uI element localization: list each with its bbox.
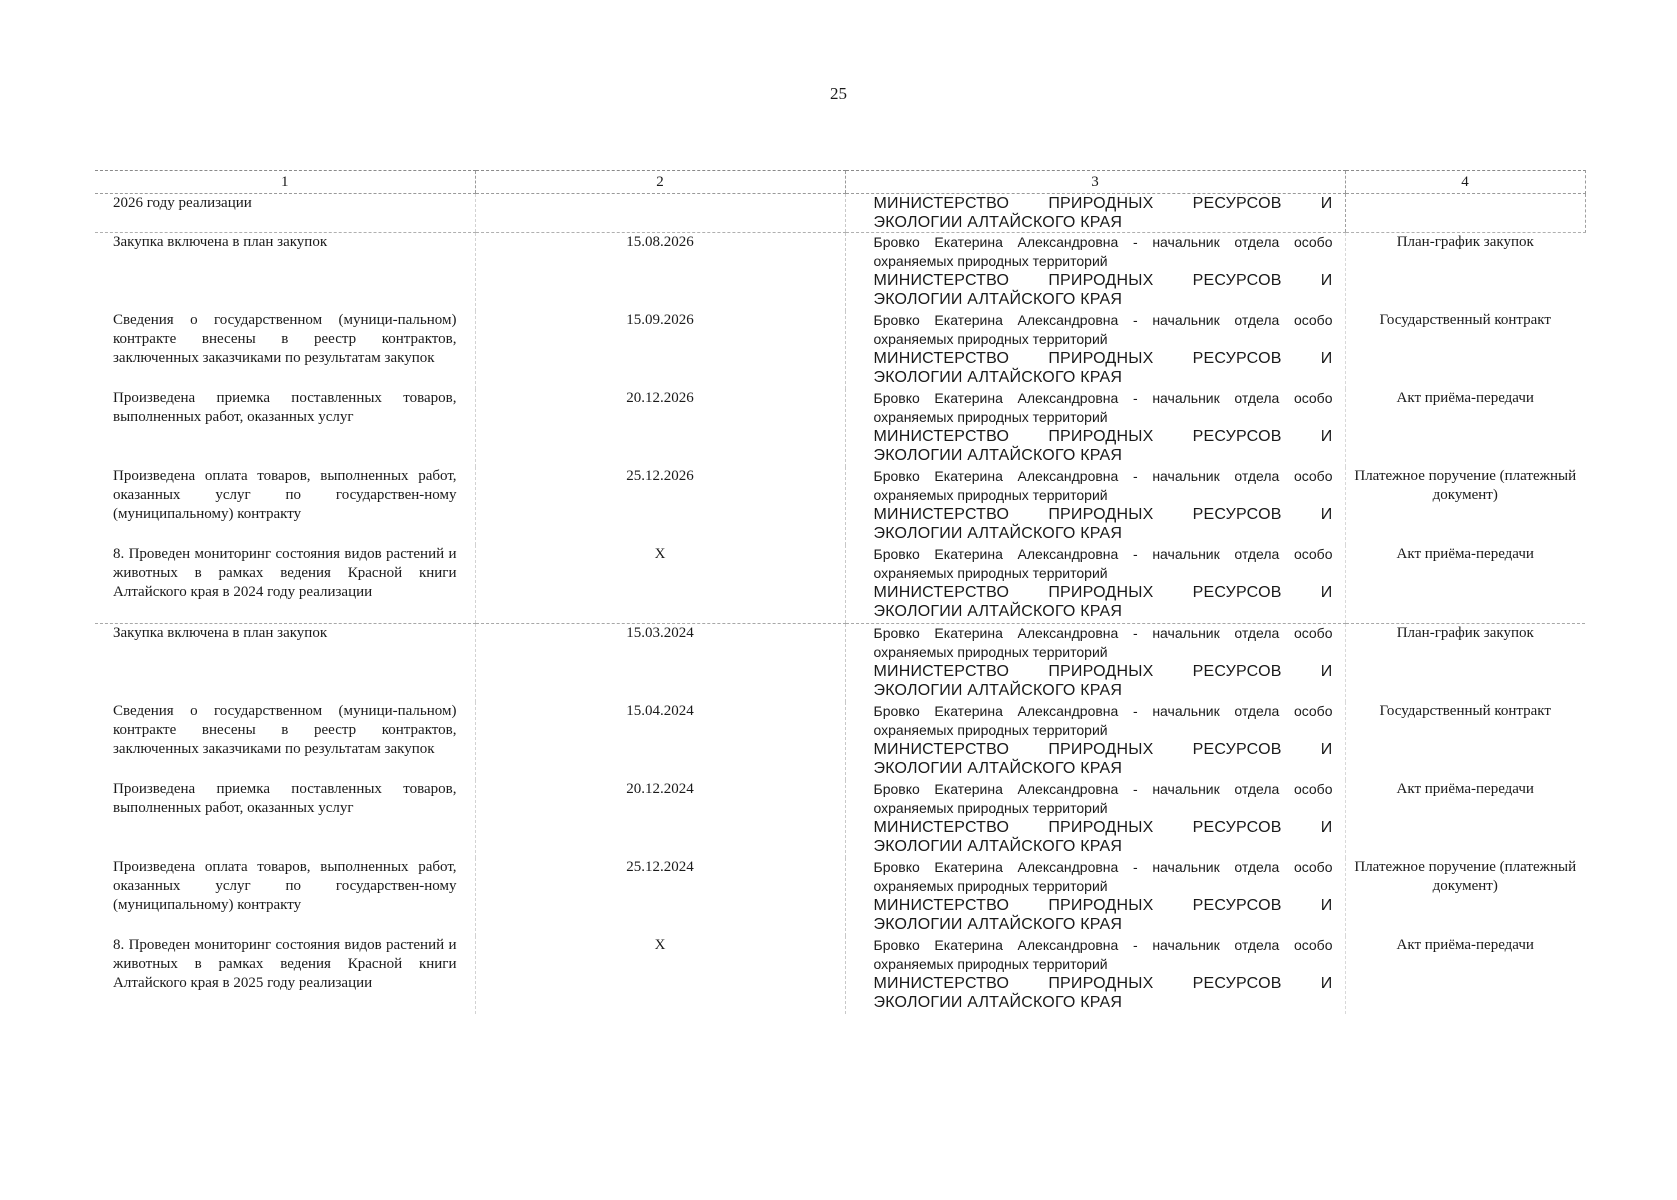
date-cell: 25.12.2026 xyxy=(475,467,845,545)
event-cell: Произведена оплата товаров, выполненных работ, оказанных услуг по государствен-ному (муниципальному) контракту xyxy=(113,468,457,522)
ministry-name: МИНИСТЕРСТВО ПРИРОДНЫХ РЕСУРСОВ И xyxy=(873,741,1333,758)
responsible-person: Бровко Екатерина Александровна - начальник отдела особо xyxy=(873,937,1333,953)
responsible-cell xyxy=(845,233,1345,312)
ministry-name-cont: ЭКОЛОГИИ АЛТАЙСКОГО КРАЯ xyxy=(873,994,1123,1011)
ministry-name: МИНИСТЕРСТВО ПРИРОДНЫХ РЕСУРСОВ И xyxy=(873,897,1333,914)
ministry-name-cont: ЭКОЛОГИИ АЛТАЙСКОГО КРАЯ xyxy=(873,682,1123,699)
ministry-name-cont: ЭКОЛОГИИ АЛТАЙСКОГО КРАЯ xyxy=(873,838,1123,855)
document-cell: План-график закупок xyxy=(1345,233,1585,312)
date-cell: X xyxy=(475,936,845,1014)
date-cell: 25.12.2024 xyxy=(475,858,845,936)
event-cell: Закупка включена в план закупок xyxy=(113,234,328,250)
plan-table xyxy=(95,170,1586,1014)
table-row xyxy=(95,311,1585,389)
responsible-person-cont: охраняемых природных территорий xyxy=(873,956,1108,972)
responsible-cell xyxy=(845,545,1345,624)
event-cell: Закупка включена в план закупок xyxy=(113,625,328,641)
ministry-name: МИНИСТЕРСТВО ПРИРОДНЫХ РЕСУРСОВ И xyxy=(873,506,1333,523)
table-row xyxy=(95,233,1585,312)
responsible-cell xyxy=(845,467,1345,545)
ministry-name: МИНИСТЕРСТВО ПРИРОДНЫХ РЕСУРСОВ И xyxy=(873,195,1333,212)
table-row xyxy=(95,936,1585,1014)
header-col-3: 3 xyxy=(845,171,1345,194)
responsible-cell xyxy=(845,194,1345,233)
responsible-cell xyxy=(845,780,1345,858)
ministry-name: МИНИСТЕРСТВО ПРИРОДНЫХ РЕСУРСОВ И xyxy=(873,428,1333,445)
header-col-1: 1 xyxy=(95,171,475,194)
responsible-person-cont: охраняемых природных территорий xyxy=(873,565,1108,581)
ministry-name-cont: ЭКОЛОГИИ АЛТАЙСКОГО КРАЯ xyxy=(873,369,1123,386)
date-cell: 15.03.2024 xyxy=(475,624,845,703)
responsible-person-cont: охраняемых природных территорий xyxy=(873,487,1108,503)
event-cell: 8. Проведен мониторинг состояния видов растений и животных в рамках ведения Красной книги Алтайского края в 2024 году реализации xyxy=(95,545,475,624)
table-row xyxy=(95,467,1585,545)
document-cell: Акт приёма-передачи xyxy=(1345,780,1585,858)
ministry-name-cont: ЭКОЛОГИИ АЛТАЙСКОГО КРАЯ xyxy=(873,603,1123,620)
table-row xyxy=(95,389,1585,467)
table-row xyxy=(95,702,1585,780)
ministry-name: МИНИСТЕРСТВО ПРИРОДНЫХ РЕСУРСОВ И xyxy=(873,663,1333,680)
table-row xyxy=(95,858,1585,936)
page-number: 25 xyxy=(830,84,847,103)
ministry-name: МИНИСТЕРСТВО ПРИРОДНЫХ РЕСУРСОВ И xyxy=(873,975,1333,992)
date-cell xyxy=(475,194,845,233)
date-cell: 20.12.2024 xyxy=(475,780,845,858)
event-cell: 2026 году реализации xyxy=(95,194,475,233)
document-cell: План-график закупок xyxy=(1345,624,1585,703)
document-cell: Акт приёма-передачи xyxy=(1345,389,1585,467)
document-cell xyxy=(1345,194,1585,233)
responsible-person: Бровко Екатерина Александровна - начальник отдела особо xyxy=(873,703,1333,719)
date-cell: 15.09.2026 xyxy=(475,311,845,389)
event-cell: Произведена оплата товаров, выполненных работ, оказанных услуг по государствен-ному (муниципальному) контракту xyxy=(113,859,457,913)
event-cell: Произведена приемка поставленных товаров, выполненных работ, оказанных услуг xyxy=(113,390,457,425)
responsible-person-cont: охраняемых природных территорий xyxy=(873,800,1108,816)
responsible-cell xyxy=(845,858,1345,936)
ministry-name: МИНИСТЕРСТВО ПРИРОДНЫХ РЕСУРСОВ И xyxy=(873,819,1333,836)
table-row xyxy=(95,624,1585,703)
responsible-person-cont: охраняемых природных территорий xyxy=(873,878,1108,894)
table-row xyxy=(95,545,1585,624)
responsible-cell xyxy=(845,389,1345,467)
responsible-cell xyxy=(845,624,1345,703)
event-cell: Сведения о государственном (муници-пальном) контракте внесены в реестр контрактов, заключенных заказчиками по результатам закупок xyxy=(113,703,457,757)
date-cell: 20.12.2026 xyxy=(475,389,845,467)
responsible-person-cont: охраняемых природных территорий xyxy=(873,644,1108,660)
document-cell: Государственный контракт xyxy=(1345,311,1585,389)
responsible-cell xyxy=(845,936,1345,1014)
responsible-person: Бровко Екатерина Александровна - начальник отдела особо xyxy=(873,390,1333,406)
date-cell: 15.04.2024 xyxy=(475,702,845,780)
document-cell: Платежное поручение (платежный документ) xyxy=(1345,858,1585,936)
table-row xyxy=(95,780,1585,858)
ministry-name-cont: ЭКОЛОГИИ АЛТАЙСКОГО КРАЯ xyxy=(873,447,1123,464)
responsible-person: Бровко Екатерина Александровна - начальник отдела особо xyxy=(873,234,1333,250)
responsible-person-cont: охраняемых природных территорий xyxy=(873,331,1108,347)
responsible-person: Бровко Екатерина Александровна - начальник отдела особо xyxy=(873,312,1333,328)
ministry-name-cont: ЭКОЛОГИИ АЛТАЙСКОГО КРАЯ xyxy=(873,291,1123,308)
document-cell: Платежное поручение (платежный документ) xyxy=(1345,467,1585,545)
document-cell: Акт приёма-передачи xyxy=(1345,936,1585,1014)
header-col-2: 2 xyxy=(475,171,845,194)
date-cell: X xyxy=(475,545,845,624)
responsible-person: Бровко Екатерина Александровна - начальник отдела особо xyxy=(873,781,1333,797)
responsible-person-cont: охраняемых природных территорий xyxy=(873,722,1108,738)
ministry-name-cont: ЭКОЛОГИИ АЛТАЙСКОГО КРАЯ xyxy=(873,214,1123,231)
ministry-name: МИНИСТЕРСТВО ПРИРОДНЫХ РЕСУРСОВ И xyxy=(873,350,1333,367)
event-cell: Произведена приемка поставленных товаров, выполненных работ, оказанных услуг xyxy=(113,781,457,816)
responsible-person: Бровко Екатерина Александровна - начальник отдела особо xyxy=(873,625,1333,641)
ministry-name-cont: ЭКОЛОГИИ АЛТАЙСКОГО КРАЯ xyxy=(873,760,1123,777)
ministry-name: МИНИСТЕРСТВО ПРИРОДНЫХ РЕСУРСОВ И xyxy=(873,584,1333,601)
responsible-person: Бровко Екатерина Александровна - начальник отдела особо xyxy=(873,859,1333,875)
responsible-cell xyxy=(845,702,1345,780)
responsible-person: Бровко Екатерина Александровна - начальник отдела особо xyxy=(873,546,1333,562)
responsible-person: Бровко Екатерина Александровна - начальник отдела особо xyxy=(873,468,1333,484)
event-cell: Сведения о государственном (муници-пальном) контракте внесены в реестр контрактов, заключенных заказчиками по результатам закупок xyxy=(113,312,457,366)
header-col-4: 4 xyxy=(1345,171,1585,194)
responsible-person-cont: охраняемых природных территорий xyxy=(873,253,1108,269)
responsible-cell xyxy=(845,311,1345,389)
responsible-person-cont: охраняемых природных территорий xyxy=(873,409,1108,425)
document-cell: Акт приёма-передачи xyxy=(1345,545,1585,624)
ministry-name-cont: ЭКОЛОГИИ АЛТАЙСКОГО КРАЯ xyxy=(873,916,1123,933)
date-cell: 15.08.2026 xyxy=(475,233,845,312)
document-cell: Государственный контракт xyxy=(1345,702,1585,780)
ministry-name: МИНИСТЕРСТВО ПРИРОДНЫХ РЕСУРСОВ И xyxy=(873,272,1333,289)
table-row xyxy=(95,194,1585,233)
ministry-name-cont: ЭКОЛОГИИ АЛТАЙСКОГО КРАЯ xyxy=(873,525,1123,542)
event-cell: 8. Проведен мониторинг состояния видов растений и животных в рамках ведения Красной книги Алтайского края в 2025 году реализации xyxy=(113,937,457,991)
header-row xyxy=(95,171,1585,194)
